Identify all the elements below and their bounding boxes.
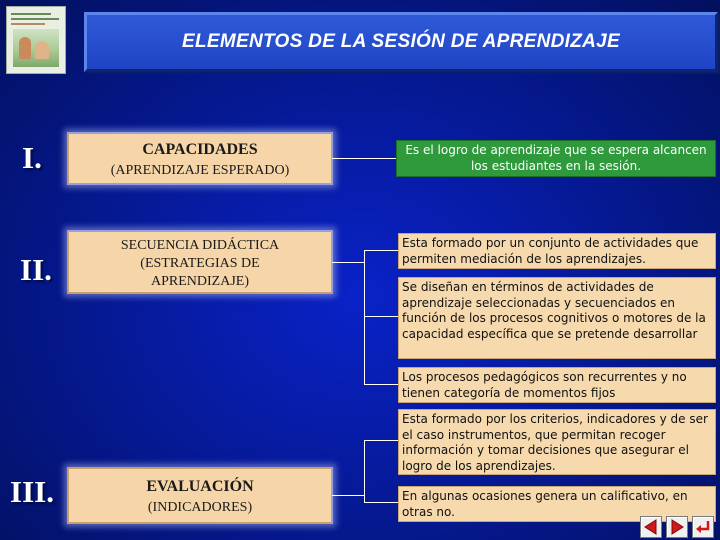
label-capacidades-main: CAPACIDADES (142, 141, 258, 158)
label-evaluacion-sub: (INDICADORES) (147, 500, 253, 515)
connector-3-trunk (364, 440, 365, 502)
section-numeral-2: II. (20, 252, 52, 287)
desc-evaluacion-1: Esta formado por los criterios, indicadores y de ser el caso instrumentos, que permitan recoger información y tomar decisiones que asegurar el logro de los aprendizajes. (398, 409, 716, 475)
label-evaluacion (68, 468, 332, 523)
connector-3-branch-b (364, 502, 398, 503)
connector-2-branch-c (364, 384, 398, 385)
section-numeral-3: III. (10, 474, 54, 509)
return-arrow-icon (693, 517, 713, 537)
label-evaluacion-main: EVALUACIÓN (146, 478, 254, 495)
book-cover-icon (6, 6, 66, 74)
end-show-button[interactable] (692, 516, 714, 538)
next-slide-button[interactable] (666, 516, 688, 538)
desc-secuencia-1: Esta formado por un conjunto de actividades que permiten mediación de los aprendizajes. (398, 233, 716, 269)
label-secuencia (68, 231, 332, 293)
triangle-left-icon (641, 517, 661, 537)
label-capacidades-sub: (APRENDIZAJE ESPERADO) (110, 163, 290, 178)
connector-2-trunk (364, 250, 365, 384)
connector-3-stem (332, 495, 364, 496)
connector-3-branch-a (364, 440, 398, 441)
desc-secuencia-3: Los procesos pedagógicos son recurrentes y no tienen categoría de momentos fijos (398, 367, 716, 403)
connector-2-branch-b (364, 316, 398, 317)
label-capacidades (68, 133, 332, 184)
page-title: ELEMENTOS DE LA SESIÓN DE APRENDIZAJE (182, 31, 620, 52)
connector-2-stem (332, 262, 364, 263)
desc-capacidades: Es el logro de aprendizaje que se espera alcancen los estudiantes en la sesión. (396, 140, 716, 177)
prev-slide-button[interactable] (640, 516, 662, 538)
triangle-right-icon (667, 517, 687, 537)
connector-2-branch-a (364, 250, 398, 251)
desc-secuencia-2: Se diseñan en términos de actividades de aprendizaje seleccionadas y secuenciados en función de los procesos cognitivos o motores de la capacidad específica que se pretende desarrollar (398, 277, 716, 359)
desc-evaluacion-2: En algunas ocasiones genera un calificativo, en otras no. (398, 486, 716, 522)
section-numeral-1: I. (22, 140, 42, 175)
connector-1 (332, 158, 396, 159)
label-secuencia-main: SECUENCIA DIDÁCTICA (ESTRATEGIAS DE APRENDIZAJE) (120, 238, 280, 289)
